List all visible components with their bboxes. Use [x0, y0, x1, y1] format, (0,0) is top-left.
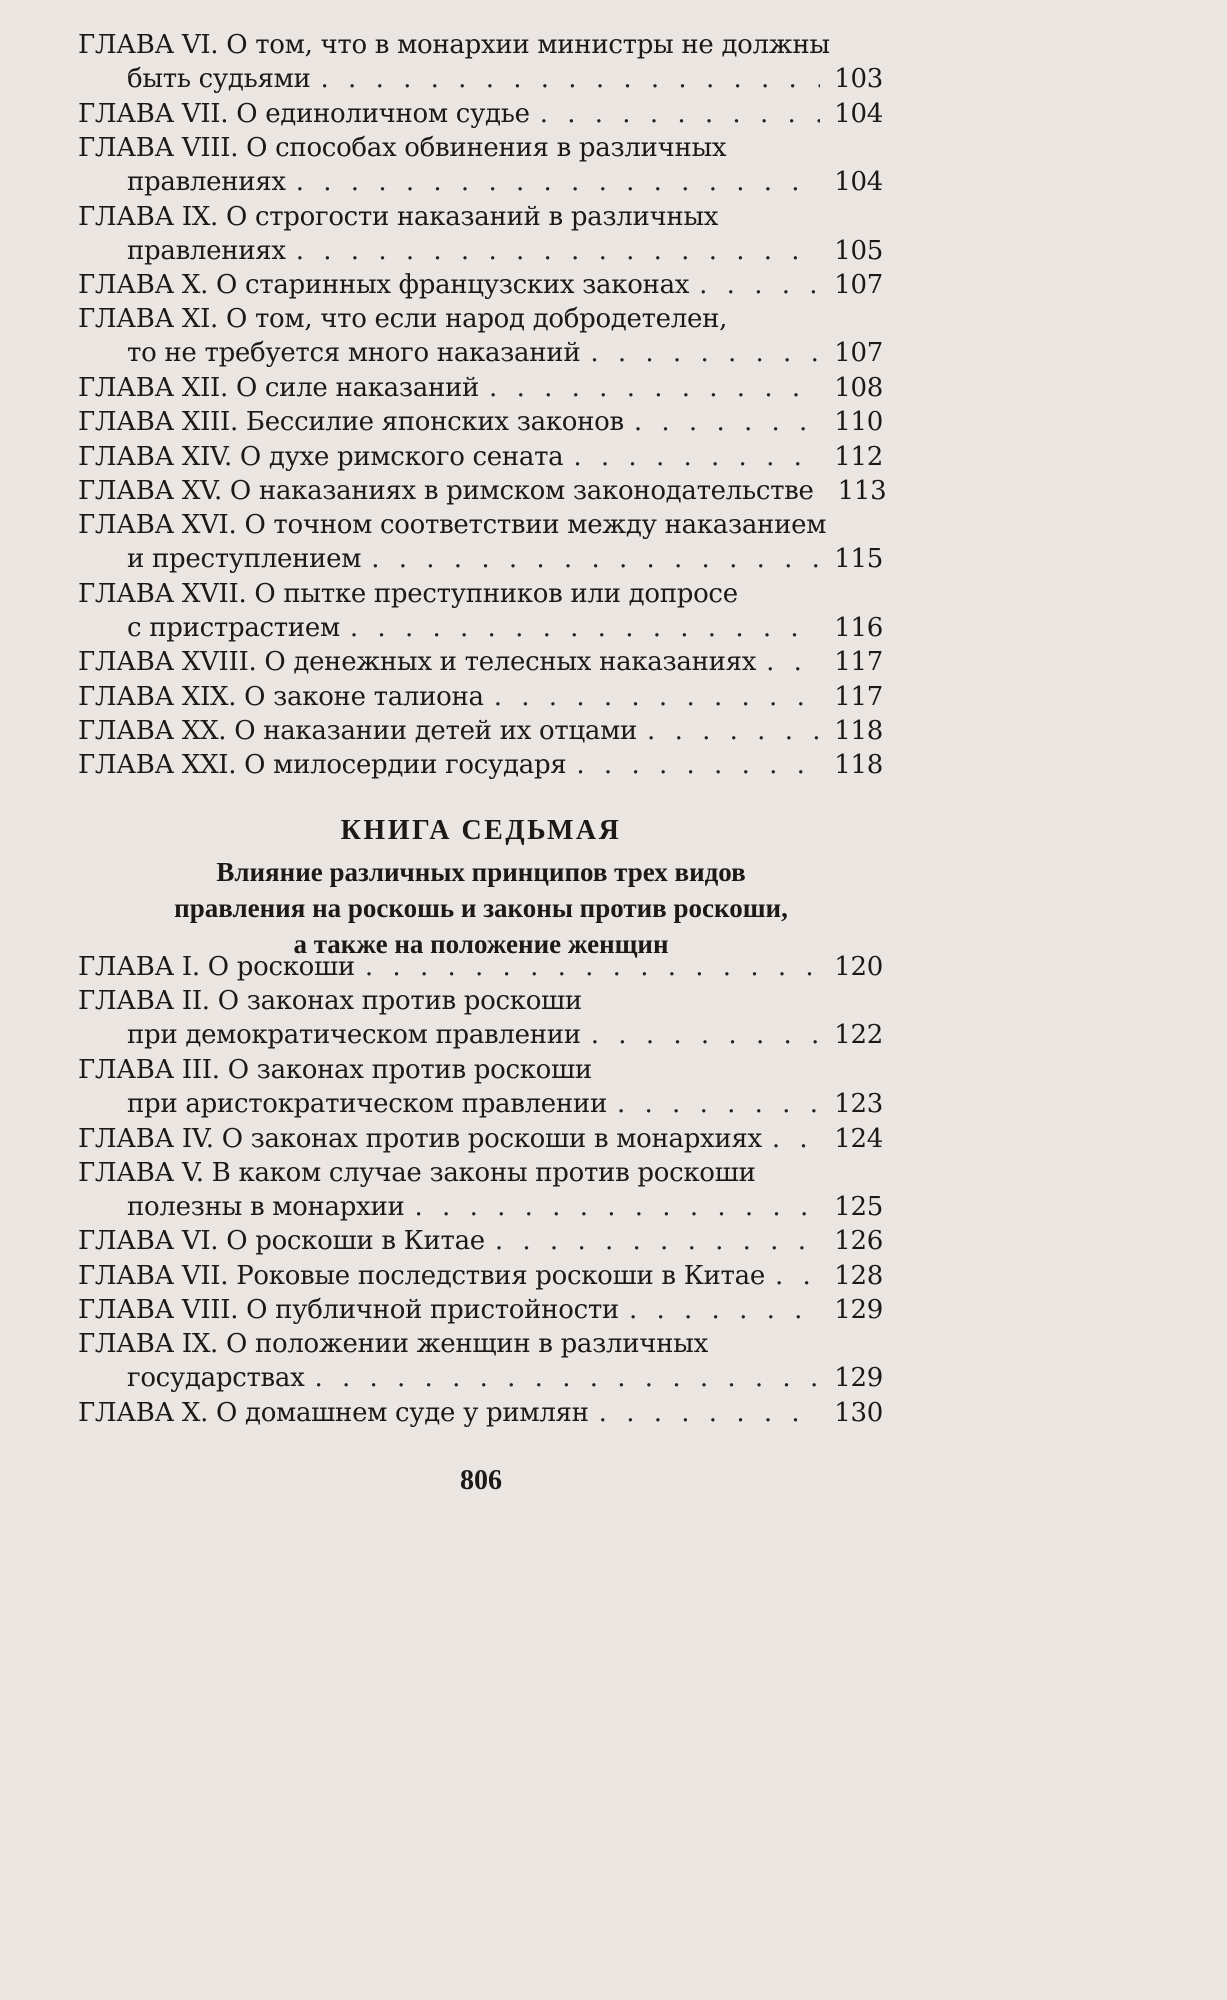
toc-entry-text: ГЛАВА VII. Роковые последствия роскоши в Китае	[78, 1260, 765, 1291]
toc-entry	[78, 302, 883, 370]
toc-entry-text: быть судьями	[127, 64, 311, 94]
toc-page-number: 118	[834, 716, 883, 746]
dot-leader	[296, 165, 821, 199]
page-number: 806	[460, 1465, 502, 1496]
toc-page-number: 123	[834, 1088, 883, 1119]
toc-entry	[78, 97, 883, 131]
toc-entry	[78, 200, 883, 268]
book-subtitle-line: Влияние различных принципов трех видов	[216, 857, 746, 887]
dot-leader	[365, 950, 820, 984]
toc-entry-text: ГЛАВА IV. О законах против роскоши в монархиях	[78, 1123, 762, 1154]
toc-page-number: 108	[834, 373, 883, 403]
dot-leader	[591, 1018, 820, 1052]
toc-entry-text: ГЛАВА VIII. О публичной пристойности	[78, 1295, 619, 1325]
toc-entry	[78, 680, 883, 714]
toc-page-number: 112	[834, 441, 883, 472]
toc-entry-text: ГЛАВА IX. О положении женщин в различных	[78, 1329, 708, 1360]
dot-leader	[540, 97, 821, 131]
dot-leader	[494, 680, 821, 714]
book-subtitle-line: правления на роскошь и законы против роскоши,	[174, 893, 788, 923]
toc-entry-text: ГЛАВА VIII. О способах обвинения в различных	[78, 132, 727, 163]
toc-entry-text: и преступлением	[127, 544, 362, 575]
toc-entry-text: ГЛАВА XI. О том, что если народ добродетелен,	[78, 304, 728, 335]
dot-leader	[699, 268, 820, 302]
toc-page-number: 124	[834, 1123, 883, 1154]
toc-page-number: 128	[834, 1260, 883, 1291]
toc-entry-text: ГЛАВА V. В каком случае законы против роскоши	[78, 1157, 756, 1188]
toc-entry	[78, 268, 883, 302]
dot-leader	[321, 62, 821, 96]
dot-leader	[647, 714, 820, 748]
toc-entry	[78, 508, 883, 576]
toc-entry-text: ГЛАВА XVII. О пытке преступников или допросе	[78, 578, 738, 609]
toc-entry	[78, 577, 883, 645]
toc-entry-text: правлениях	[127, 235, 286, 266]
toc-entry	[78, 1224, 883, 1258]
toc-entry	[78, 950, 883, 984]
toc-entry-text: ГЛАВА XV. О наказаниях в римском законодательстве	[78, 475, 814, 506]
toc-entry	[78, 131, 883, 199]
toc-entry	[78, 748, 883, 782]
toc-entry-text: ГЛАВА VII. О единоличном судье	[78, 98, 530, 129]
toc-page-number: 130	[834, 1397, 883, 1428]
toc-entry-text: ГЛАВА XVI. О точном соответствии между наказанием	[78, 510, 827, 541]
toc-entry-text: ГЛАВА I. О роскоши	[78, 952, 355, 982]
toc-page-number: 104	[834, 166, 883, 197]
book-subtitle	[0, 854, 962, 962]
toc-page-number: 122	[834, 1020, 883, 1051]
toc-entry-text: ГЛАВА III. О законах против роскоши	[78, 1054, 592, 1085]
toc-page-number: 103	[834, 64, 883, 94]
dot-leader	[629, 1293, 820, 1327]
toc-page-number: 117	[834, 647, 883, 678]
toc-entry-text: с пристрастием	[127, 612, 340, 643]
toc-entry	[78, 714, 883, 748]
toc-entry-text: ГЛАВА IX. О строгости наказаний в различных	[78, 201, 719, 232]
toc-entry	[78, 1122, 883, 1156]
toc-entry	[78, 1053, 883, 1121]
toc-entry	[78, 984, 883, 1052]
toc-entry-text: ГЛАВА II. О законах против роскоши	[78, 986, 582, 1017]
toc-entry	[78, 440, 883, 474]
toc-entry-text: при демократическом правлении	[127, 1020, 581, 1051]
dot-leader	[371, 542, 820, 576]
toc-entry	[78, 1259, 883, 1293]
toc-entry-text: ГЛАВА XX. О наказании детей их отцами	[78, 716, 638, 746]
book-subtitle-line: а также на положение женщин	[293, 929, 669, 959]
toc-page-number: 113	[837, 475, 887, 506]
toc-entry	[78, 1327, 883, 1395]
toc-entry-text: правлениях	[127, 166, 286, 197]
toc-entry-text: ГЛАВА X. О домашнем суде у римлян	[78, 1397, 589, 1428]
toc-entry-text: полезны в монархии	[127, 1191, 405, 1222]
toc-entry-text: ГЛАВА VI. О том, что в монархии министры не должны	[78, 30, 830, 60]
dot-leader	[766, 645, 820, 679]
toc-page-number: 117	[834, 681, 883, 712]
toc-page-number: 104	[834, 98, 883, 129]
toc-entry	[78, 1156, 883, 1224]
dot-leader	[415, 1190, 821, 1224]
toc-entry	[78, 1396, 883, 1430]
toc-page-number: 107	[834, 270, 883, 301]
toc-entry-text: ГЛАВА XII. О силе наказаний	[78, 373, 480, 403]
dot-leader	[495, 1224, 820, 1258]
toc-page-number: 129	[834, 1295, 883, 1325]
toc-entry-text: ГЛАВА X. О старинных французских законах	[78, 270, 690, 301]
dot-leader	[617, 1087, 820, 1121]
toc-page-number: 115	[834, 544, 883, 575]
toc-entry	[78, 474, 887, 508]
toc-entry	[78, 371, 883, 405]
toc-page-number: 116	[834, 612, 883, 643]
dot-leader	[576, 748, 820, 782]
dot-leader	[775, 1259, 820, 1293]
dot-leader	[489, 371, 820, 405]
toc-page-number: 105	[834, 235, 883, 266]
dot-leader	[314, 1361, 820, 1395]
toc-entry	[78, 645, 883, 679]
dot-leader	[296, 234, 821, 268]
toc-entry-text: ГЛАВА VI. О роскоши в Китае	[78, 1226, 485, 1257]
toc-entry-text: то не требуется много наказаний	[127, 338, 581, 369]
toc-entry	[78, 28, 883, 96]
toc-entry-text: государствах	[127, 1363, 305, 1394]
toc-page-number: 120	[834, 952, 883, 982]
dot-leader	[599, 1396, 821, 1430]
toc-page-number: 118	[834, 750, 883, 781]
dot-leader	[772, 1122, 820, 1156]
toc-page-number: 125	[834, 1191, 883, 1222]
toc-entry-text: ГЛАВА XXI. О милосердии государя	[78, 750, 567, 781]
toc-entry-text: ГЛАВА XIX. О законе талиона	[78, 681, 484, 712]
toc-page-number: 107	[834, 338, 883, 369]
toc-entry	[78, 1293, 883, 1327]
toc-entry-text: при аристократическом правлении	[127, 1088, 607, 1119]
toc-entry	[78, 405, 883, 439]
toc-entry-text: ГЛАВА XIII. Бессилие японских законов	[78, 407, 624, 438]
dot-leader	[573, 440, 820, 474]
toc-entry-text: ГЛАВА XIV. О духе римского сената	[78, 441, 564, 472]
dot-leader	[634, 405, 820, 439]
toc-entry-text: ГЛАВА XVIII. О денежных и телесных наказаниях	[78, 647, 757, 678]
toc-page-number: 126	[834, 1226, 883, 1257]
dot-leader	[590, 336, 820, 370]
toc-page-number: 129	[834, 1363, 883, 1394]
dot-leader	[350, 611, 820, 645]
book-title: КНИГА СЕДЬМАЯ	[340, 815, 622, 846]
toc-page-number: 110	[834, 407, 883, 438]
